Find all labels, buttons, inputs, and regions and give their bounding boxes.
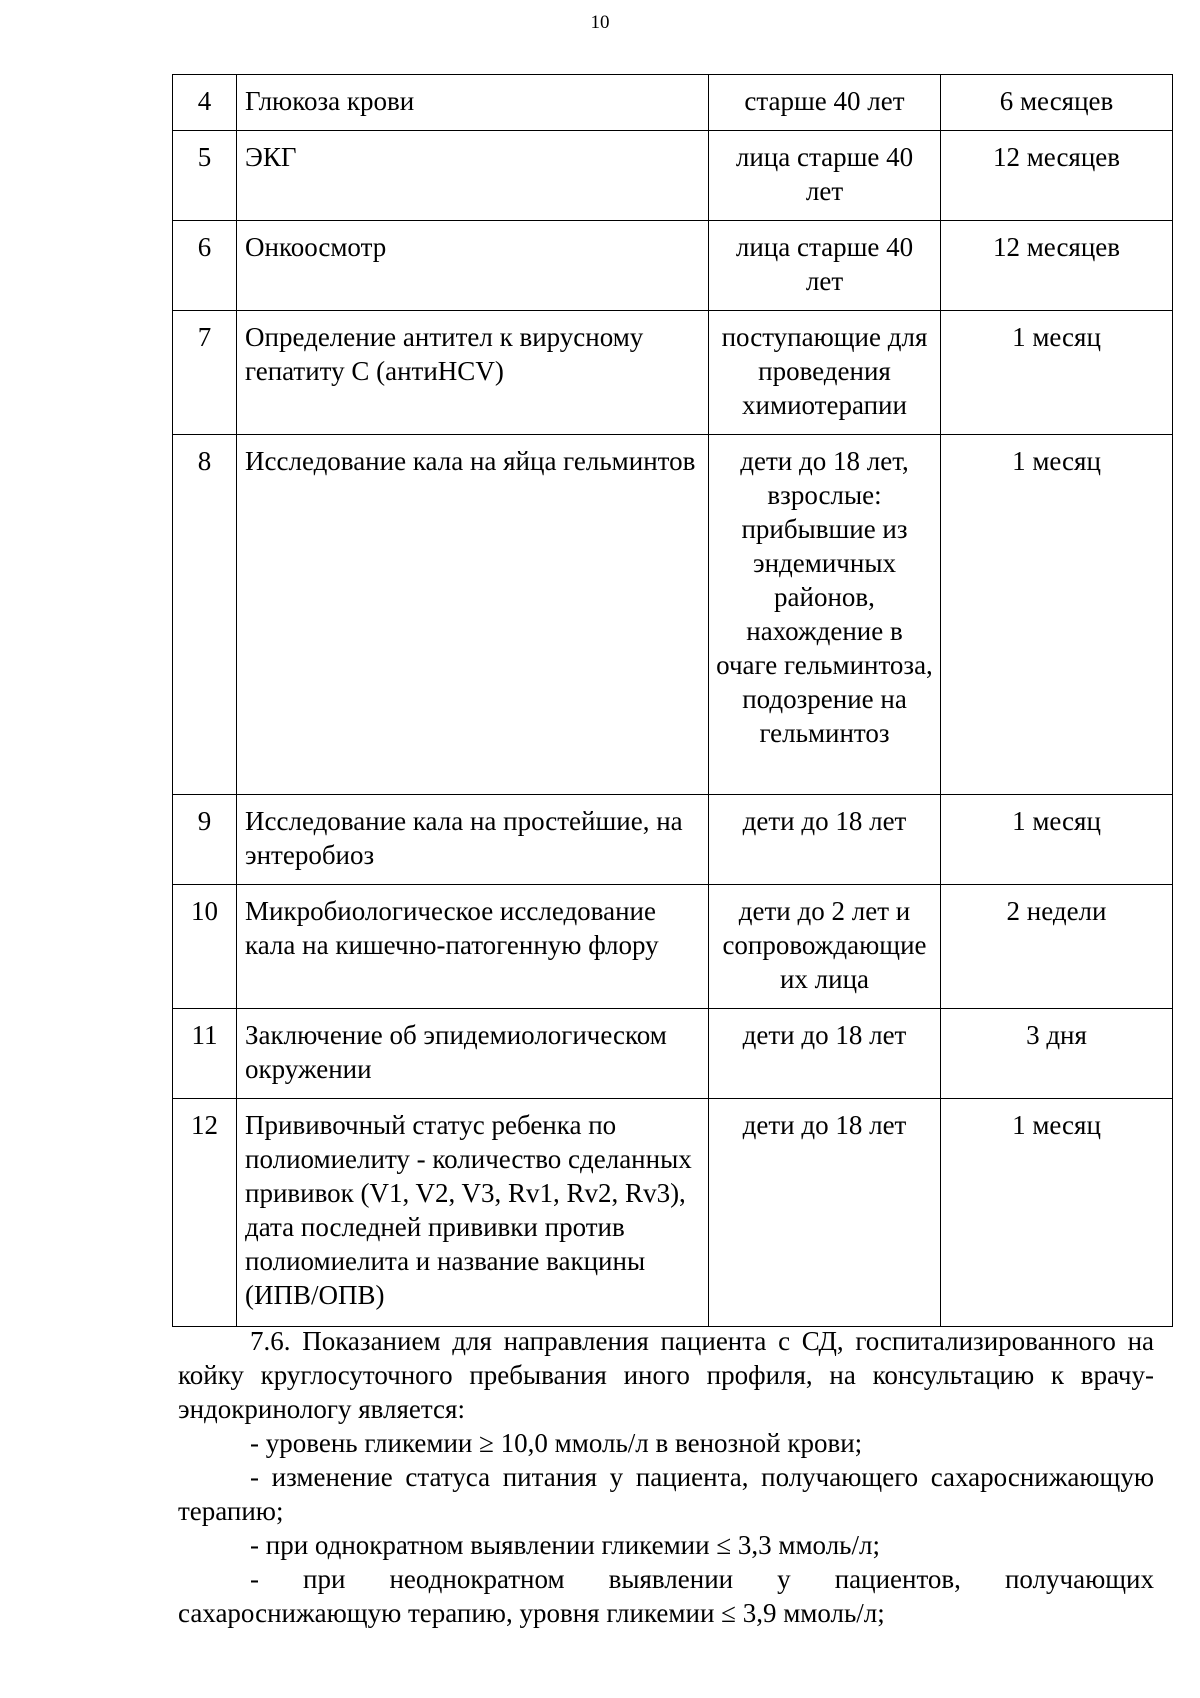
- row-number: 9: [173, 795, 237, 885]
- row-number: 4: [173, 75, 237, 131]
- patient-group: дети до 18 лет: [709, 1099, 941, 1327]
- validity-period: 12 месяцев: [941, 131, 1173, 221]
- validity-period: 6 месяцев: [941, 75, 1173, 131]
- table-row: [173, 435, 1173, 795]
- patient-group: дети до 18 лет: [709, 1009, 941, 1099]
- list-item: - уровень гликемии ≥ 10,0 ммоль/л в венозной крови;: [250, 1428, 863, 1458]
- patient-group: старше 40 лет: [709, 75, 941, 131]
- study-name: ЭКГ: [237, 131, 709, 221]
- patient-group: дети до 18 лет: [709, 795, 941, 885]
- row-number: 12: [173, 1099, 237, 1327]
- list-item: - при однократном выявлении гликемии ≤ 3,3 ммоль/л;: [250, 1530, 880, 1560]
- row-number: 7: [173, 311, 237, 435]
- paragraph-7-6-intro: 7.6. Показанием для направления пациента с СД, госпитализированного на койку круглосуточного пребывания иного профиля, на консультацию к врачу-эндокринологу является:: [178, 1326, 1154, 1424]
- row-number: 11: [173, 1009, 237, 1099]
- row-number: 6: [173, 221, 237, 311]
- list-item: - изменение статуса питания у пациента, получающего сахароснижающую терапию;: [178, 1462, 1154, 1526]
- row-number: 5: [173, 131, 237, 221]
- table-row: [173, 221, 1173, 311]
- table-row: [173, 131, 1173, 221]
- study-name: Онкоосмотр: [237, 221, 709, 311]
- list-item: - при неоднократном выявлении у пациентов, получающих сахароснижающую терапию, уровня гликемии ≤ 3,9 ммоль/л;: [178, 1564, 1154, 1628]
- page-number: 10: [590, 12, 610, 33]
- validity-period: 3 дня: [941, 1009, 1173, 1099]
- row-number: 8: [173, 435, 237, 795]
- validity-period: 1 месяц: [941, 795, 1173, 885]
- study-name: Заключение об эпидемиологическом окружении: [237, 1009, 709, 1099]
- study-name: Исследование кала на простейшие, на энтеробиоз: [237, 795, 709, 885]
- table-row: [173, 1099, 1173, 1327]
- table-row: [173, 795, 1173, 885]
- study-name: Исследование кала на яйца гельминтов: [237, 435, 709, 795]
- study-name: Микробиологическое исследование кала на кишечно-патогенную флору: [237, 885, 709, 1009]
- study-name: Прививочный статус ребенка по полиомиелиту - количество сделанных прививок (V1, V2, V3, Rv1, Rv2, Rv3), дата последней прививки против полиомиелита и название вакцины (ИПВ/ОПВ): [237, 1099, 709, 1327]
- study-name: Глюкоза крови: [237, 75, 709, 131]
- patient-group: лица старше 40 лет: [709, 131, 941, 221]
- patient-group: дети до 18 лет, взрослые: прибывшие из эндемичных районов, нахождение в очаге гельминтоза, подозрение на гельминтоз: [709, 435, 941, 795]
- row-number: 10: [173, 885, 237, 1009]
- indications-table: [172, 74, 1173, 1327]
- validity-period: 2 недели: [941, 885, 1173, 1009]
- table-row: [173, 1009, 1173, 1099]
- table-row: [173, 311, 1173, 435]
- validity-period: 1 месяц: [941, 311, 1173, 435]
- study-name: Определение антител к вирусному гепатиту С (антиHCV): [237, 311, 709, 435]
- section-7-6: [178, 1324, 1154, 1630]
- patient-group: лица старше 40 лет: [709, 221, 941, 311]
- validity-period: 1 месяц: [941, 435, 1173, 795]
- validity-period: 1 месяц: [941, 1099, 1173, 1327]
- patient-group: дети до 2 лет и сопровождающие их лица: [709, 885, 941, 1009]
- table-row: [173, 75, 1173, 131]
- validity-period: 12 месяцев: [941, 221, 1173, 311]
- table-row: [173, 885, 1173, 1009]
- patient-group: поступающие для проведения химиотерапии: [709, 311, 941, 435]
